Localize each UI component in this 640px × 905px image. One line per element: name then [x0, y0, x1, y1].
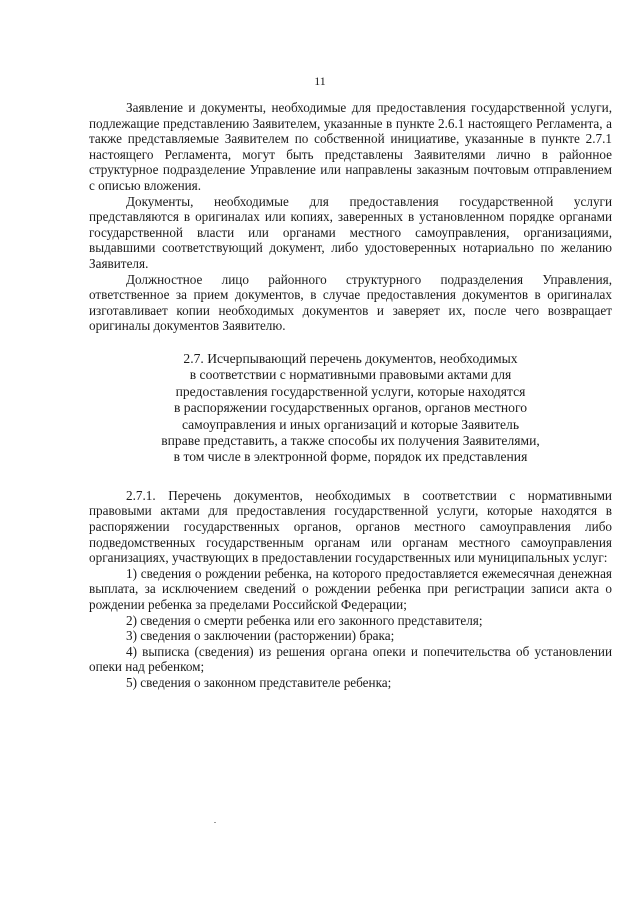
page-content [89, 100, 612, 690]
list-item-birth-info: 1) сведения о рождении ребенка, на которого предоставляется ежемесячная денежная выплата, за исключением сведений о рождении ребенка при регистрации записи акта о рождении ребенка за пределами Российской Федерации; [89, 565, 612, 612]
page-number: 11 [314, 74, 326, 88]
heading-line: в распоряжении государственных органов, органов местного [173, 400, 528, 416]
list-item-legal-representative: 5) сведения о законном представителе ребенка; [126, 674, 392, 690]
list-item-guardianship-extract: 4) выписка (сведения) из решения органа опеки и попечительства об установлении опеки над ребенком; [89, 643, 612, 675]
heading-line: в соответствии с нормативными правовыми актами для [189, 367, 512, 383]
heading-line: в том числе в электронной форме, порядок их представления [173, 449, 528, 465]
list-item-death-info: 2) сведения о смерти ребенка или его законного представителя; [126, 612, 483, 628]
paragraph-2-7-1-intro: 2.7.1. Перечень документов, необходимых в соответствии с нормативными правовыми актами для предоставления государственной услуги, которые находятся в распоряжении государственных органов, органов местного самоуправления либо подведомственных государственным органам или органам местного самоуправления организациях, участвующих в предоставлении государственных или муниципальных услуг: [89, 487, 612, 566]
paragraph-submission-methods: Заявление и документы, необходимые для предоставления государственной услуги, подлежащие представлению Заявителем, указанные в пункте 2.6.1 настоящего Регламента, а также представляемые Заявителем по собственной инициативе, указанные в пункте 2.7.1 настоящего Регламента, могут быть представлены Заявителями лично в районное структурное подразделение Управление или направлены заказным почтовым отправлением с описью вложения. [89, 100, 612, 193]
list-item-marriage-info: 3) сведения о заключении (расторжении) брака; [126, 628, 395, 644]
heading-line: 2.7. Исчерпывающий перечень документов, необходимых [183, 350, 518, 366]
paragraph-official-copies: Должностное лицо районного структурного подразделения Управления, ответственное за прием документов, в случае предоставления документов в оригиналах изготавливает копии необходимых документов и заверяет их, после чего возвращает оригиналы документов Заявителю. [89, 271, 612, 334]
heading-line: предоставления государственной услуги, которые находятся [175, 383, 526, 399]
section-heading-2-7 [89, 351, 612, 466]
paragraph-document-forms: Документы, необходимые для предоставления государственной услуги представляются в оригиналах или копиях, заверенных в установленном порядке органами государственной власти или органами местного самоуправления, организациями, выдавшими соответствующий документ, либо удостоверенных нотариально по желанию Заявителя. [89, 193, 612, 271]
heading-line: самоуправления и иных организаций и которые Заявитель [181, 416, 520, 432]
heading-line: вправе представить, а также способы их получения Заявителями, [161, 432, 540, 448]
scan-speck [214, 822, 216, 823]
